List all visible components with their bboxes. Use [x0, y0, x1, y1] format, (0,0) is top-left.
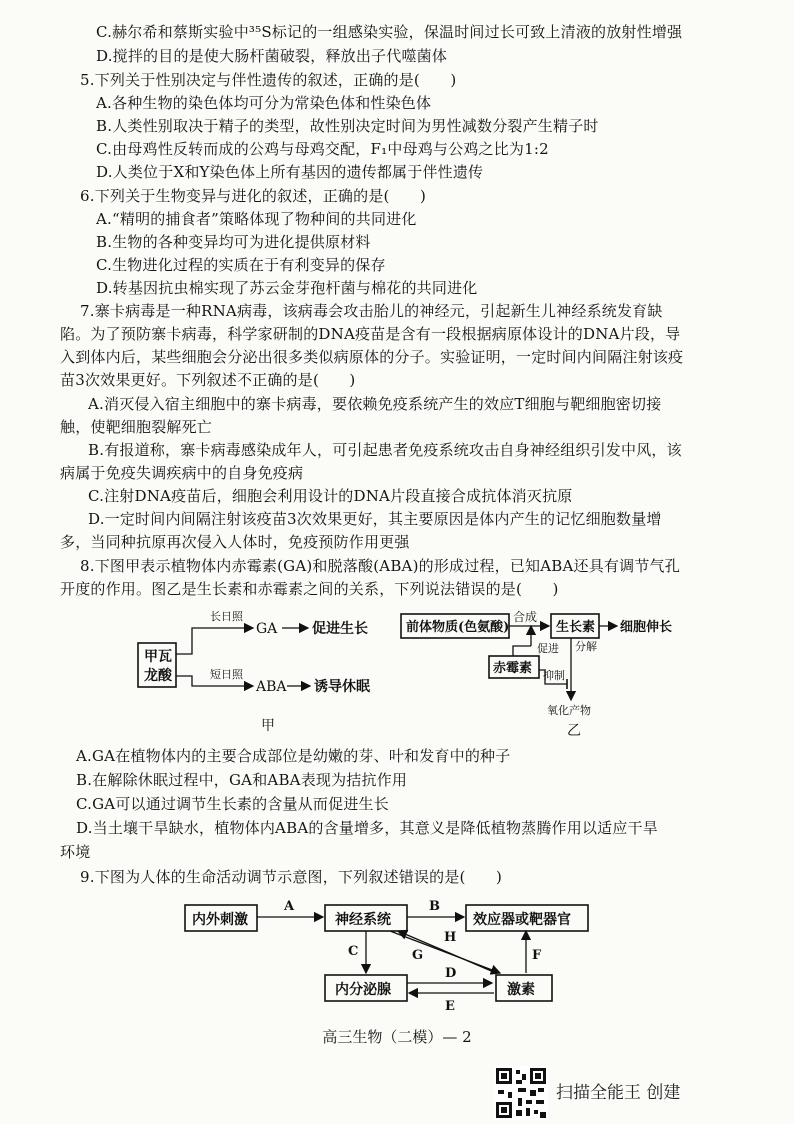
source-line1: 甲瓦 [144, 649, 172, 665]
short-day-label: 短日照 [210, 668, 243, 681]
option-6a: A.“精明的捕食者”策略体现了物种间的共同进化 [96, 210, 417, 228]
induce-dormancy-label: 诱导休眠 [314, 679, 370, 695]
nervous-label: 神经系统 [335, 912, 391, 928]
question-5: 5.下列关于性别决定与伴性遗传的叙述，正确的是( ) [80, 71, 457, 89]
option-5a: A.各种生物的染色体均可分为常染色体和性染色体 [96, 94, 432, 112]
auxin-label: 生长素 [556, 620, 596, 635]
inhibit-label: 抑制 [543, 669, 565, 682]
option-6c: C.生物进化过程的实质在于有利变异的保存 [96, 256, 386, 274]
decompose-label: 分解 [575, 640, 597, 653]
promote-growth-label: 促进生长 [312, 621, 368, 637]
option-6b: B.生物的各种变异均可为进化提供原材料 [96, 233, 371, 251]
source-line2: 龙酸 [144, 668, 172, 684]
question-7-cont-3: 苗3次效果更好。下列叙述不正确的是( ) [60, 371, 356, 389]
question-7-cont-1: 陷。为了预防寨卡病毒，科学家研制的DNA疫苗是含有一段根据病原体设计的DNA片段，导 [60, 325, 681, 343]
label-f: F [532, 948, 542, 963]
label-b: B [429, 899, 440, 914]
label-g: G [412, 948, 424, 963]
option-7d-cont: 多，当同种抗原再次侵入人体时，免疫预防作用更强 [60, 533, 410, 551]
endocrine-label: 内分泌腺 [335, 982, 391, 998]
option-8b: B.在解除休眠过程中，GA和ABA表现为拮抗作用 [76, 771, 408, 789]
gibberellin-label: 赤霉素 [493, 661, 533, 676]
option-6d: D.转基因抗虫棉实现了苏云金芽孢杆菌与棉花的共同进化 [96, 279, 478, 297]
oxidation-product-label: 氧化产物 [547, 704, 591, 717]
hormone-label: 激素 [507, 982, 535, 998]
figure-9 [180, 893, 600, 1015]
effector-label: 效应器或靶器官 [473, 912, 571, 928]
cell-elongation-label: 细胞伸长 [620, 620, 673, 635]
branch-top [176, 628, 202, 654]
option-7a-cont: 触，使靶细胞裂解死亡 [60, 418, 213, 436]
question-7-cont-2: 入到体内后，某些细胞会分泌出很多类似病原体的分子。实验证明，一定时间内间隔注射该疫 [60, 348, 684, 366]
question-7: 7.寨卡病毒是一种RNA病毒，该病毒会攻击胎儿的神经元，引起新生儿神经系统发育缺 [80, 302, 663, 320]
precursor-label: 前体物质(色氨酸) [406, 620, 510, 635]
question-9: 9.下图为人体的生命活动调节示意图，下列叙述错误的是( ) [80, 868, 503, 886]
option-7a: A.消灭侵入宿主细胞中的寨卡病毒，要依赖免疫系统产生的效应T细胞与靶细胞密切接 [88, 395, 662, 413]
caption-jia: 甲 [261, 718, 275, 734]
promote-link [513, 646, 531, 656]
option-4d: D.搅拌的目的是使大肠杆菌破裂，释放出子代噬菌体 [96, 47, 448, 65]
aba-label: ABA [256, 679, 287, 695]
option-8d-cont: 环境 [60, 843, 91, 861]
label-h: H [444, 930, 457, 945]
option-5d: D.人类位于X和Y染色体上所有基因的遗传都属于伴性遗传 [96, 163, 484, 181]
question-8-cont: 开度的作用。图乙是生长素和赤霉素之间的关系，下列说法错误的是( ) [60, 580, 559, 598]
option-5c: C.由母鸡性反转而成的公鸡与母鸡交配，F₁中母鸡与公鸡之比为1:2 [96, 140, 549, 158]
label-e: E [445, 999, 455, 1014]
option-7d: D.一定时间内间隔注射该疫苗3次效果更好，其主要原因是体内产生的记忆细胞数量增 [88, 510, 662, 528]
stimulus-label: 内外刺激 [192, 912, 248, 928]
option-7b-cont: 病属于免疫失调疾病中的自身免疫病 [60, 464, 304, 482]
question-6: 6.下列关于生物变异与进化的叙述，正确的是( ) [80, 187, 427, 205]
branch-bottom [176, 676, 202, 686]
page-footer: 高三生物（二模）— 2 [322, 1028, 472, 1046]
synthesis-label: 合成 [513, 610, 538, 624]
option-8a: A.GA在植物体内的主要合成部位是幼嫩的芽、叶和发育中的种子 [76, 747, 511, 765]
ga-label: GA [256, 621, 278, 637]
option-8d: D.当土壤干旱缺水，植物体内ABA的含量增多，其意义是降低植物蒸腾作用以适应干旱 [76, 819, 658, 837]
label-d: D [445, 966, 457, 981]
option-7c: C.注射DNA疫苗后，细胞会利用设计的DNA片段直接合成抗体消灭抗原 [88, 487, 573, 505]
caption-yi: 乙 [567, 723, 581, 739]
label-c: C [348, 944, 359, 959]
qr-code-icon [494, 1066, 548, 1120]
option-4c: C.赫尔希和蔡斯实验中³⁵S标记的一组感染实验，保温时间过长可致上清液的放射性增强 [96, 23, 683, 41]
scanner-watermark: 扫描全能王 创建 [556, 1083, 681, 1103]
figure-jia [130, 606, 400, 736]
long-day-label: 长日照 [210, 610, 243, 623]
option-7b: B.有报道称，寨卡病毒感染成年人，可引起患者免疫系统攻击自身神经组织引发中风，该 [88, 441, 682, 459]
figure-yi [395, 608, 685, 743]
option-8c: C.GA可以通过调节生长素的含量从而促进生长 [76, 795, 389, 813]
question-8: 8.下图甲表示植物体内赤霉素(GA)和脱落酸(ABA)的形成过程，已知ABA还具有调节气孔 [80, 557, 680, 575]
promote-label: 促进 [537, 642, 559, 655]
option-5b: B.人类性别取决于精子的类型，故性别决定时间为男性减数分裂产生精子时 [96, 117, 599, 135]
label-a: A [284, 899, 295, 914]
